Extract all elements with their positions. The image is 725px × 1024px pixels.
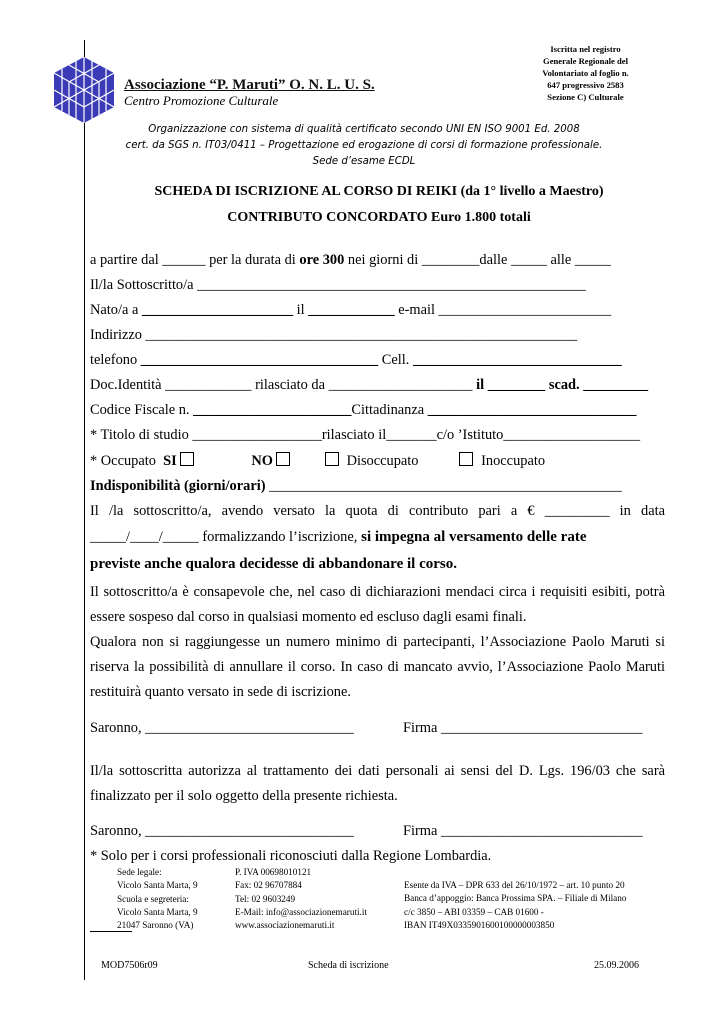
- birthdate-label: il: [293, 302, 309, 318]
- id-issue-date-field[interactable]: ________: [484, 377, 549, 393]
- footer-line: Vicolo Santa Marta, 9: [117, 880, 198, 891]
- subscriber-name-field[interactable]: Il/la Sottoscritto/a ______________________________________________________: [90, 277, 586, 293]
- registry-line: Generale Regionale del: [543, 56, 628, 66]
- commitment-text: si impegna al versamento delle rate: [357, 529, 587, 545]
- document-code: MOD7506r09: [101, 960, 158, 971]
- footer-line: Vicolo Santa Marta, 9: [117, 906, 198, 917]
- left-margin-rule: [84, 40, 85, 980]
- registry-line: 647 progressivo 2583: [547, 80, 624, 90]
- footer-line: P. IVA 00698010121: [235, 867, 312, 877]
- document-date: 25.09.2006: [594, 960, 639, 971]
- signature-field[interactable]: Firma ____________________________: [403, 720, 643, 736]
- document-name: Scheda di iscrizione: [308, 960, 389, 971]
- quality-line: Sede d’esame ECDL: [312, 156, 416, 167]
- id-document-line[interactable]: [90, 375, 665, 395]
- cancellation-text: restituirà quanto versato in sede di iscrizione.: [90, 684, 351, 700]
- cell-field[interactable]: _____________________________: [412, 352, 622, 368]
- id-expiry-field[interactable]: _________: [579, 377, 649, 393]
- id-issue-date-label: il: [476, 377, 485, 393]
- quality-line: Organizzazione con sistema di qualità certificato secondo UNI EN ISO 9001 Ed. 2008: [148, 124, 580, 135]
- unemployed-label: Disoccupato: [346, 453, 419, 469]
- course-hours: ore 300: [299, 252, 345, 268]
- cancellation-text: Qualora non si raggiungesse un numero minimo di partecipanti, l’Associazione Paolo Maruti si: [90, 634, 665, 650]
- tax-code-line[interactable]: [90, 400, 665, 420]
- cell-label: Cell.: [378, 352, 413, 368]
- birthdate-field[interactable]: ____________: [308, 302, 395, 318]
- phone-line[interactable]: [90, 350, 665, 370]
- privacy-text: finalizzato per il solo oggetto della presente richiesta.: [90, 788, 398, 804]
- declaration-text: Il sottoscritto/a è consapevole che, nel caso di dichiarazioni mendaci circa i requisiti esibiti, potrà: [90, 584, 665, 600]
- organization-name: Associazione “P. Maruti” O. N. L. U. S.: [124, 77, 375, 93]
- declaration-text: essere sospeso dal corso in qualsiasi momento ed escluso dagli esami finali.: [90, 609, 527, 625]
- id-document-field[interactable]: Doc.Identità ____________ rilasciato da ____________________: [90, 377, 477, 393]
- place-date-field[interactable]: Saronno, _____________________________: [90, 823, 354, 839]
- form-contribution: CONTRIBUTO CONCORDATO Euro 1.800 totali: [227, 210, 531, 225]
- unavailability-field[interactable]: _________________________________________________: [265, 478, 622, 494]
- cancellation-text: riserva la possibilità di annullare il corso. In caso di mancato avvio, l’Associazione Paolo Maruti: [90, 659, 665, 675]
- unavailability-label: Indisponibilità (giorni/orari): [90, 478, 266, 494]
- course-period-line[interactable]: [90, 250, 665, 270]
- footer-line: Esente da IVA – DPR 633 del 26/10/1972 – art. 10 punto 20: [404, 880, 625, 890]
- address-field[interactable]: Indirizzo ____________________________________________________________: [90, 327, 578, 343]
- registry-line: Sezione C) Culturale: [547, 92, 624, 102]
- education-field[interactable]: * Titolo di studio __________________rilasciato il_______c/o ’Istituto___________________: [90, 427, 641, 443]
- footer-line: Fax: 02 96707884: [235, 880, 302, 891]
- footer-line[interactable]: www.associazionemaruti.it: [235, 920, 335, 931]
- quality-statement: [84, 122, 644, 170]
- commitment-continuation: previste anche qualora decidesse di abbandonare il corso.: [90, 556, 457, 572]
- email-field[interactable]: e-mail ________________________: [394, 302, 612, 318]
- citizenship-field[interactable]: _____________________________: [427, 402, 637, 418]
- birth-email-line[interactable]: [90, 300, 665, 320]
- never-employed-checkbox[interactable]: [459, 452, 473, 466]
- yes-label: SI: [163, 453, 177, 469]
- registry-note: [528, 43, 643, 103]
- signature-field[interactable]: Firma ____________________________: [403, 823, 643, 839]
- employed-label: * Occupato: [90, 453, 156, 469]
- registry-line: Iscritta nel registro: [550, 44, 621, 54]
- footer-line: 21047 Saronno (VA): [117, 920, 194, 931]
- registry-line: Volontariato al foglio n.: [542, 68, 629, 78]
- footer-line: Banca d’appoggio: Banca Prossima SPA. – Filiale di Milano: [404, 893, 627, 904]
- unavailability-line[interactable]: [90, 476, 665, 496]
- place-date-field[interactable]: Saronno, _____________________________: [90, 720, 354, 736]
- footer-address-column: [117, 866, 198, 932]
- footer-underline: [90, 931, 132, 932]
- phone-field[interactable]: _________________________________: [140, 352, 379, 368]
- employment-status-line[interactable]: [90, 451, 665, 471]
- course-period-text: a partire dal ______ per la durata di: [90, 252, 300, 268]
- organization-subtitle: Centro Promozione Culturale: [124, 93, 279, 108]
- footer-line: Tel: 02 9603249: [235, 893, 296, 904]
- tax-code-label: Codice Fiscale n.: [90, 402, 194, 418]
- payment-date-field[interactable]: _____/____/_____ formalizzando l’iscrizione,: [90, 529, 358, 545]
- footer-line: Scuola e segreteria:: [117, 893, 189, 904]
- footer-line: Sede legale:: [117, 867, 162, 877]
- tax-code-field[interactable]: ______________________: [193, 402, 352, 418]
- quality-line: cert. da SGS n. IT03/0411 – Progettazione ed erogazione di corsi di formazione professionale.: [125, 140, 603, 151]
- footer-line[interactable]: E-Mail: info@associazionemaruti.it: [235, 906, 367, 917]
- citizenship-label: Cittadinanza: [351, 402, 428, 418]
- form-title: SCHEDA DI ISCRIZIONE AL CORSO DI REIKI (da 1° livello a Maestro): [154, 184, 604, 199]
- footer-line: IBAN IT49X0335901600100000003850: [404, 919, 555, 930]
- formalization-line[interactable]: [90, 527, 665, 547]
- no-label: NO: [251, 453, 273, 469]
- footer-bank-column: [404, 879, 626, 932]
- no-checkbox[interactable]: [276, 452, 290, 466]
- course-days-text: nei giorni di ________dalle _____ alle _____: [344, 252, 611, 268]
- footer-contact-column: [235, 866, 367, 932]
- association-logo: [52, 55, 116, 125]
- privacy-text: Il/la sottoscritta autorizza al trattamento dei dati personali ai sensi del D. Lgs. 196/03 che sarà: [90, 763, 665, 779]
- birthplace-label: Nato/a a: [90, 302, 142, 318]
- phone-label: telefono: [90, 352, 141, 368]
- payment-line[interactable]: Il /la sottoscritto/a, avendo versato la quota di contributo pari a € _________ in data: [90, 503, 665, 519]
- id-expiry-label: scad.: [548, 377, 580, 393]
- footnote: * Solo per i corsi professionali riconosciuti dalla Regione Lombardia.: [90, 848, 492, 864]
- yes-checkbox[interactable]: [180, 452, 194, 466]
- never-employed-label: Inoccupato: [481, 453, 546, 469]
- birthplace-field[interactable]: _____________________: [141, 302, 294, 318]
- unemployed-checkbox[interactable]: [325, 452, 339, 466]
- footer-line: c/c 3850 – ABI 03359 – CAB 01600 -: [404, 906, 544, 917]
